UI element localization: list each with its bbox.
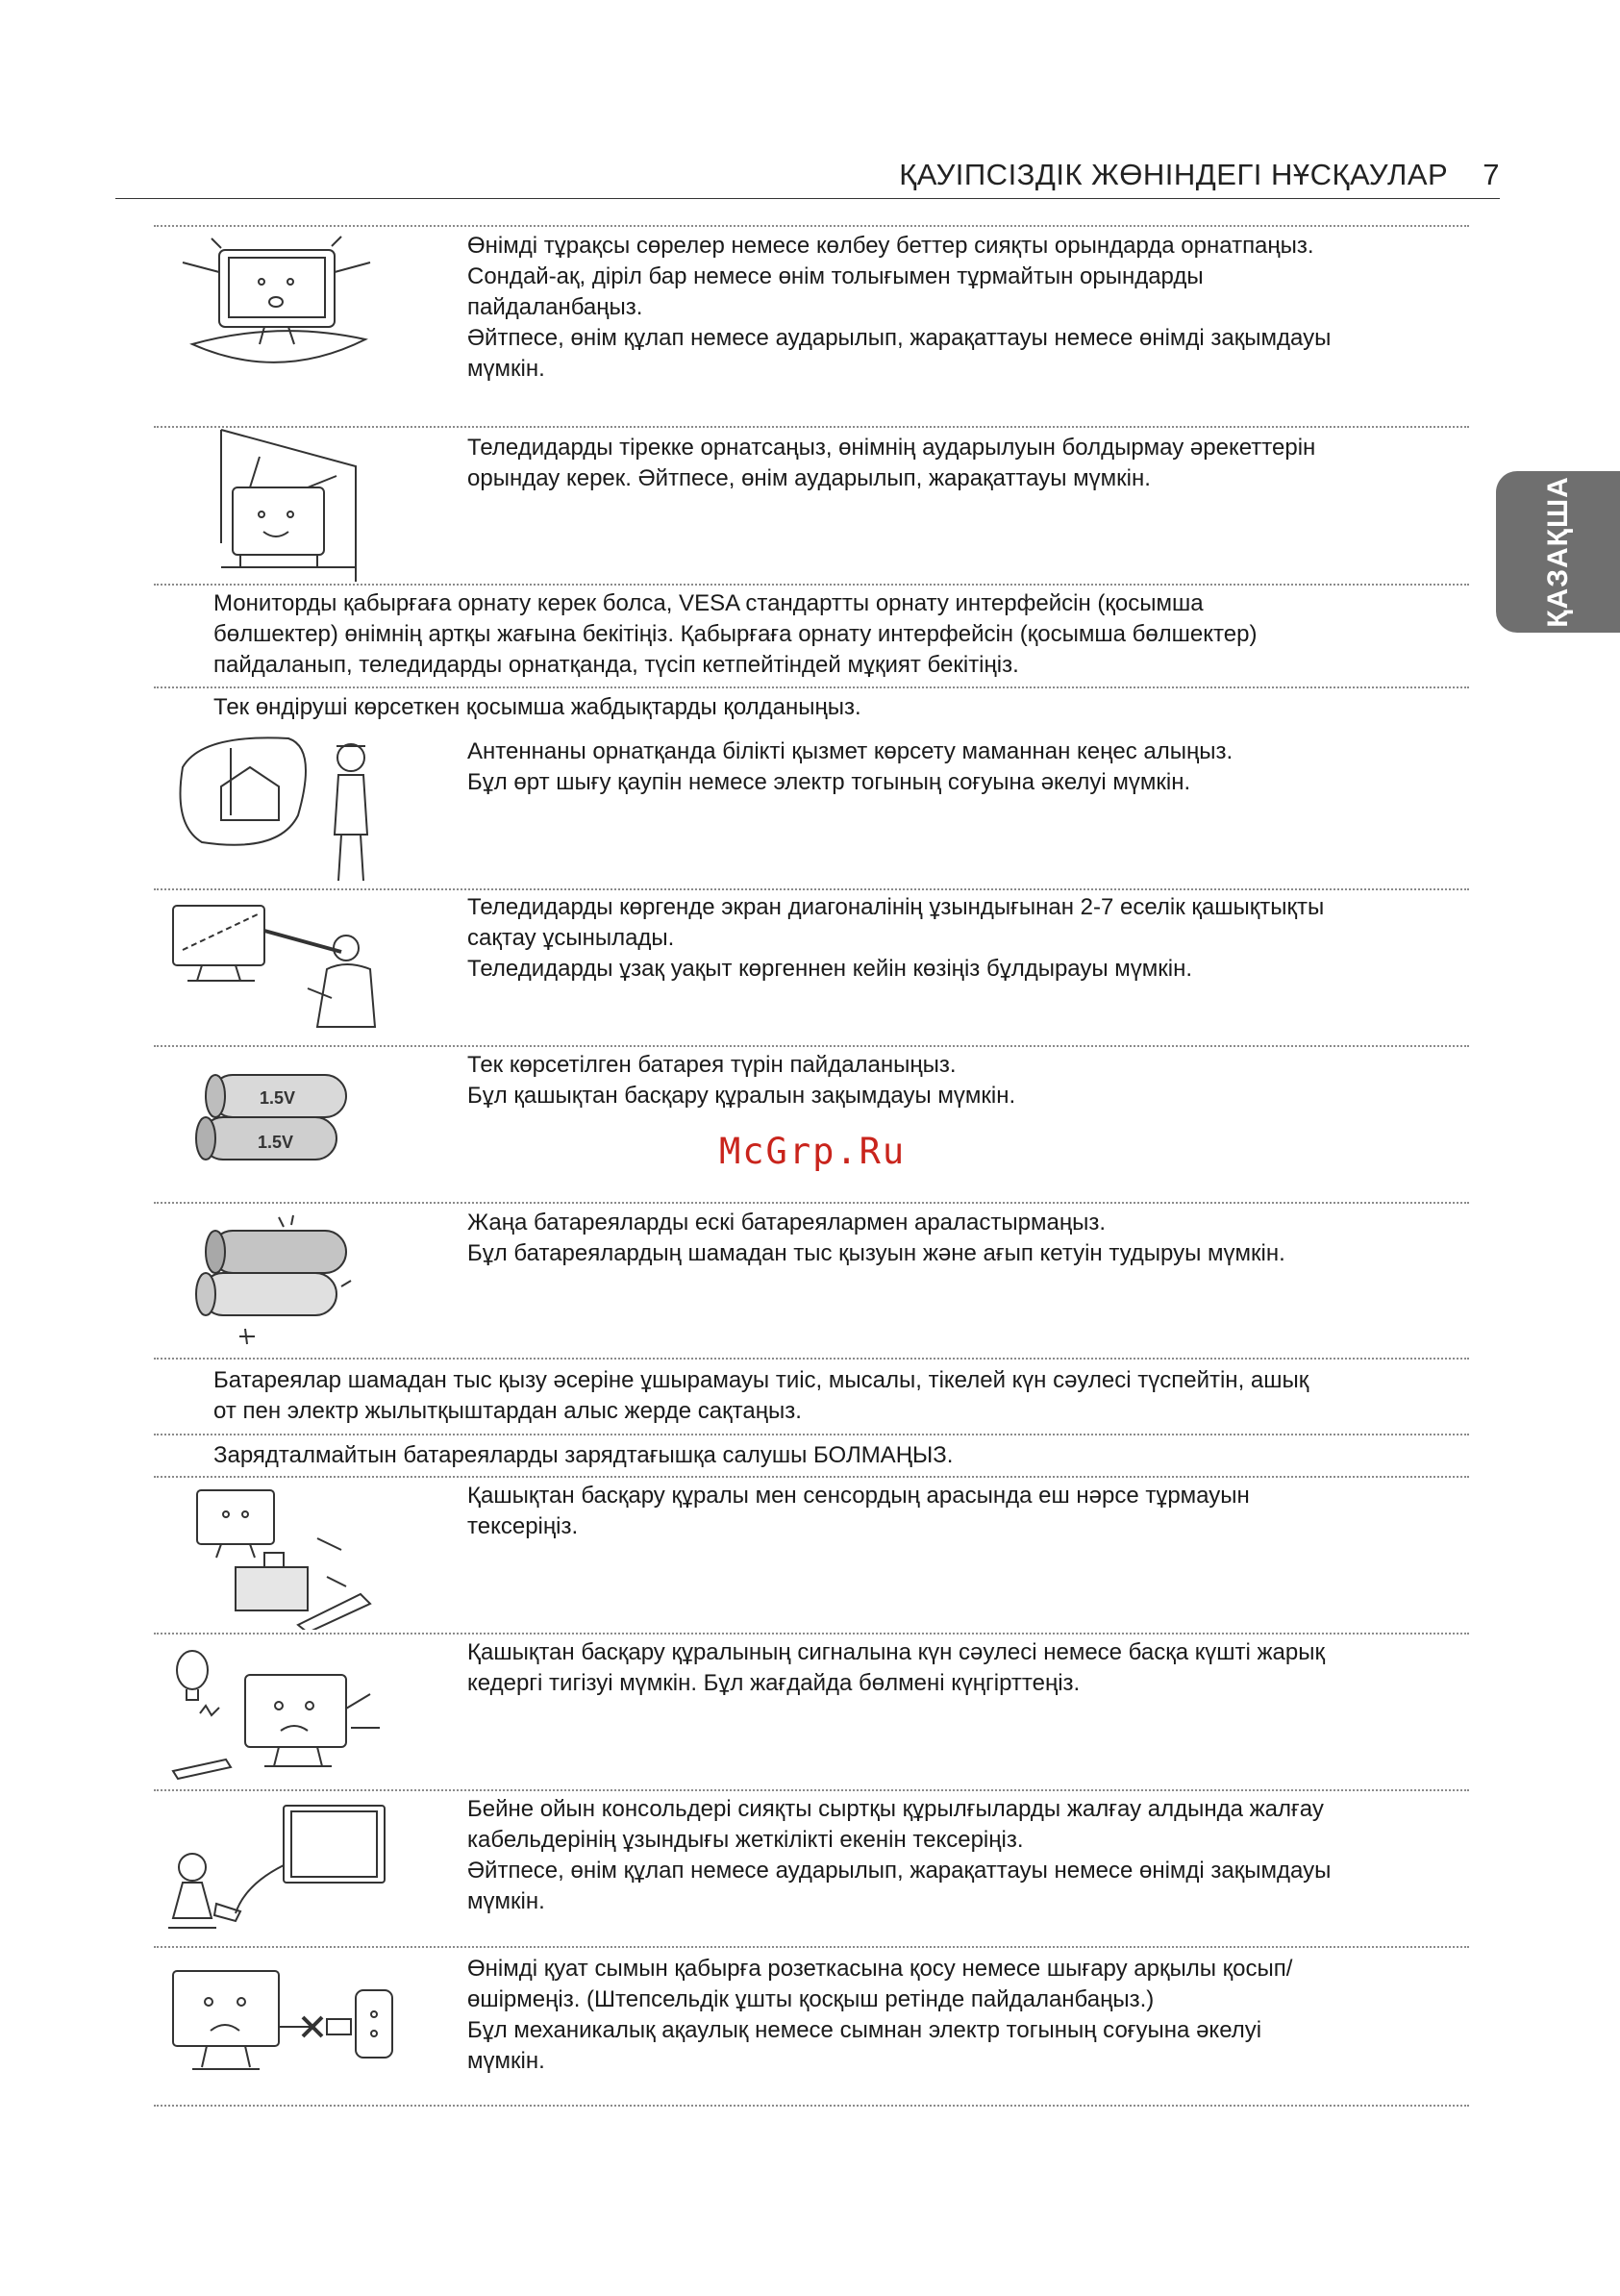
- divider: [154, 686, 1469, 688]
- item-13-line-4: мүмкін.: [467, 1888, 545, 1914]
- language-tab-label: ҚАЗАҚША: [1541, 476, 1574, 628]
- item-8-text: [467, 1208, 1477, 1269]
- item-7-line-1: Тек көрсетілген батарея түрін пайдаланыңыз.: [467, 1052, 957, 1078]
- item-13-text: [467, 1794, 1477, 1917]
- page-number: 7: [1483, 158, 1500, 191]
- watermark: McGrp.Ru: [719, 1131, 907, 1172]
- item-6-line-3: Теледидарды ұзақ уақыт көргеннен кейін көзіңіз бұлдырауы мүмкін.: [467, 956, 1193, 982]
- antenna-technician-illustration: [173, 729, 404, 886]
- item-1-line-2: Сондай-ақ, діріл бар немесе өнім толығымен тұрмайтын орындарды: [467, 263, 1204, 289]
- item-14-line-4: мүмкін.: [467, 2048, 545, 2074]
- item-3-line-2: бөлшектер) өнімнің артқы жағына бекітіңіз. Қабырғаға орнату интерфейсін (қосымша бөлшектер): [213, 621, 1258, 647]
- item-13-line-2: кабельдерінің ұзындығы жеткілікті екенін тексеріңіз.: [467, 1827, 1024, 1853]
- item-3-line-1: Мониторды қабырғаға орнату керек болса, VESA стандартты орнату интерфейсін (қосымша: [213, 590, 1204, 616]
- item-12-text: [467, 1637, 1477, 1699]
- item-7-text: [467, 1050, 1477, 1111]
- header-title-line: [899, 158, 1500, 192]
- item-8-line-1: Жаңа батареяларды ескі батареялармен араластырмаңыз.: [467, 1210, 1106, 1235]
- divider: [154, 1946, 1469, 1948]
- item-6-line-1: Теледидарды көргенде экран диагоналінің ұзындығынан 2-7 еселік қашықтықты: [467, 894, 1325, 920]
- item-14-text: [467, 1954, 1477, 2077]
- battery-illustration: [192, 1067, 356, 1173]
- item-10-line-1: Зарядталмайтын батареяларды зарядтағышқа салушы БОЛМАҢЫЗ.: [213, 1442, 954, 1468]
- divider: [154, 225, 1469, 227]
- item-1-line-5: мүмкін.: [467, 356, 545, 382]
- item-7-line-2: Бұл қашықтан басқару құралын зақымдауы мүмкін.: [467, 1083, 1016, 1109]
- old-new-battery-illustration: [187, 1213, 361, 1350]
- item-10-text: [213, 1440, 1483, 1471]
- divider: [154, 1202, 1469, 1204]
- power-cord-illustration: [168, 1961, 399, 2102]
- item-9-line-2: от пен электр жылытқыштардан алыс жерде сақтаңыз.: [213, 1398, 802, 1424]
- item-3-text: [213, 588, 1483, 681]
- divider: [154, 2105, 1469, 2107]
- cable-length-illustration: [159, 1798, 394, 1942]
- item-13-line-1: Бейне ойын консольдері сияқты сыртқы құрылғыларды жалғау алдында жалғау: [467, 1796, 1324, 1822]
- item-1-line-1: Өнімді тұрақсы сөрелер немесе көлбеу беттер сияқты орындарда орнатпаңыз.: [467, 233, 1314, 259]
- viewing-distance-illustration: [163, 892, 394, 1042]
- item-14-line-2: өшірмеңіз. (Штепсельдік ұшты қосқыш ретінде пайдаланбаңыз.): [467, 1986, 1155, 2012]
- item-5-line-2: Бұл өрт шығу қаупін немесе электр тогының соғуына әкелуі мүмкін.: [467, 769, 1191, 795]
- item-14-line-3: Бұл механикалық ақаулық немесе сымнан электр тогының соғуына әкелуі: [467, 2017, 1262, 2043]
- tv-stand-illustration: [183, 428, 365, 582]
- item-4-line-1: Тек өндіруші көрсеткен қосымша жабдықтарды қолданыңыз.: [213, 694, 861, 720]
- light-interference-illustration: [163, 1636, 394, 1786]
- item-6-text: [467, 892, 1477, 985]
- item-1-line-3: пайдаланбаңыз.: [467, 294, 643, 320]
- page-header: [115, 158, 1500, 199]
- item-6-line-2: сақтау ұсынылады.: [467, 925, 675, 951]
- divider: [154, 1476, 1469, 1478]
- battery-label-bottom: 1.5V: [258, 1133, 294, 1152]
- item-2-line-1: Теледидарды тірекке орнатсаңыз, өнімнің аударылуын болдырмау әрекеттерін: [467, 435, 1316, 461]
- battery-label-top: 1.5V: [260, 1088, 296, 1108]
- divider: [154, 888, 1469, 890]
- section-title: ҚАУІПСІЗДІК ЖӨНІНДЕГІ НҰСҚАУЛАР: [899, 158, 1449, 191]
- item-8-line-2: Бұл батареялардың шамадан тыс қызуын және ағып кетуін тудыруы мүмкін.: [467, 1240, 1285, 1266]
- remote-obstruction-illustration: [173, 1481, 385, 1630]
- divider: [154, 1434, 1469, 1435]
- item-11-line-2: тексеріңіз.: [467, 1513, 579, 1539]
- item-1-text: [467, 231, 1477, 385]
- divider: [154, 1633, 1469, 1635]
- item-5-line-1: Антеннаны орнатқанда білікті қызмет көрсету маманнан кеңес алыңыз.: [467, 738, 1234, 764]
- item-1-line-4: Әйтпесе, өнім құлап немесе аударылып, жарақаттауы немесе өнімді зақымдауы: [467, 325, 1332, 351]
- divider: [154, 1358, 1469, 1360]
- item-9-text: [213, 1365, 1483, 1427]
- item-9-line-1: Батареялар шамадан тыс қызу әсеріне ұшырамауы тиіс, мысалы, тікелей күн сәулесі түспейтін, ашық: [213, 1367, 1309, 1393]
- item-2-line-2: орындау керек. Әйтпесе, өнім аударылып, жарақаттауы мүмкін.: [467, 465, 1151, 491]
- item-13-line-3: Әйтпесе, өнім құлап немесе аударылып, жарақаттауы немесе өнімді зақымдауы: [467, 1858, 1332, 1884]
- unstable-tv-illustration: [173, 229, 385, 383]
- divider: [154, 1045, 1469, 1047]
- divider: [154, 1789, 1469, 1791]
- item-4-text: [213, 692, 1483, 723]
- item-5-text: [467, 736, 1477, 798]
- item-2-text: [467, 433, 1477, 494]
- divider: [154, 584, 1469, 586]
- item-12-line-1: Қашықтан басқару құралының сигналына күн сәулесі немесе басқа күшті жарық: [467, 1639, 1325, 1665]
- language-tab[interactable]: [1496, 471, 1620, 633]
- item-12-line-2: кедергі тигізуі мүмкін. Бұл жағдайда бөлмені күңгірттеңіз.: [467, 1670, 1081, 1696]
- item-11-line-1: Қашықтан басқару құралы мен сенсордың арасында еш нәрсе тұрмауын: [467, 1483, 1250, 1509]
- item-3-line-3: пайдаланып, теледидарды орнатқанда, түсіп кетпейтіндей мұқият бекітіңіз.: [213, 652, 1019, 678]
- item-14-line-1: Өнімді қуат сымын қабырға розеткасына қосу немесе шығару арқылы қосып/: [467, 1956, 1293, 1982]
- item-11-text: [467, 1481, 1477, 1542]
